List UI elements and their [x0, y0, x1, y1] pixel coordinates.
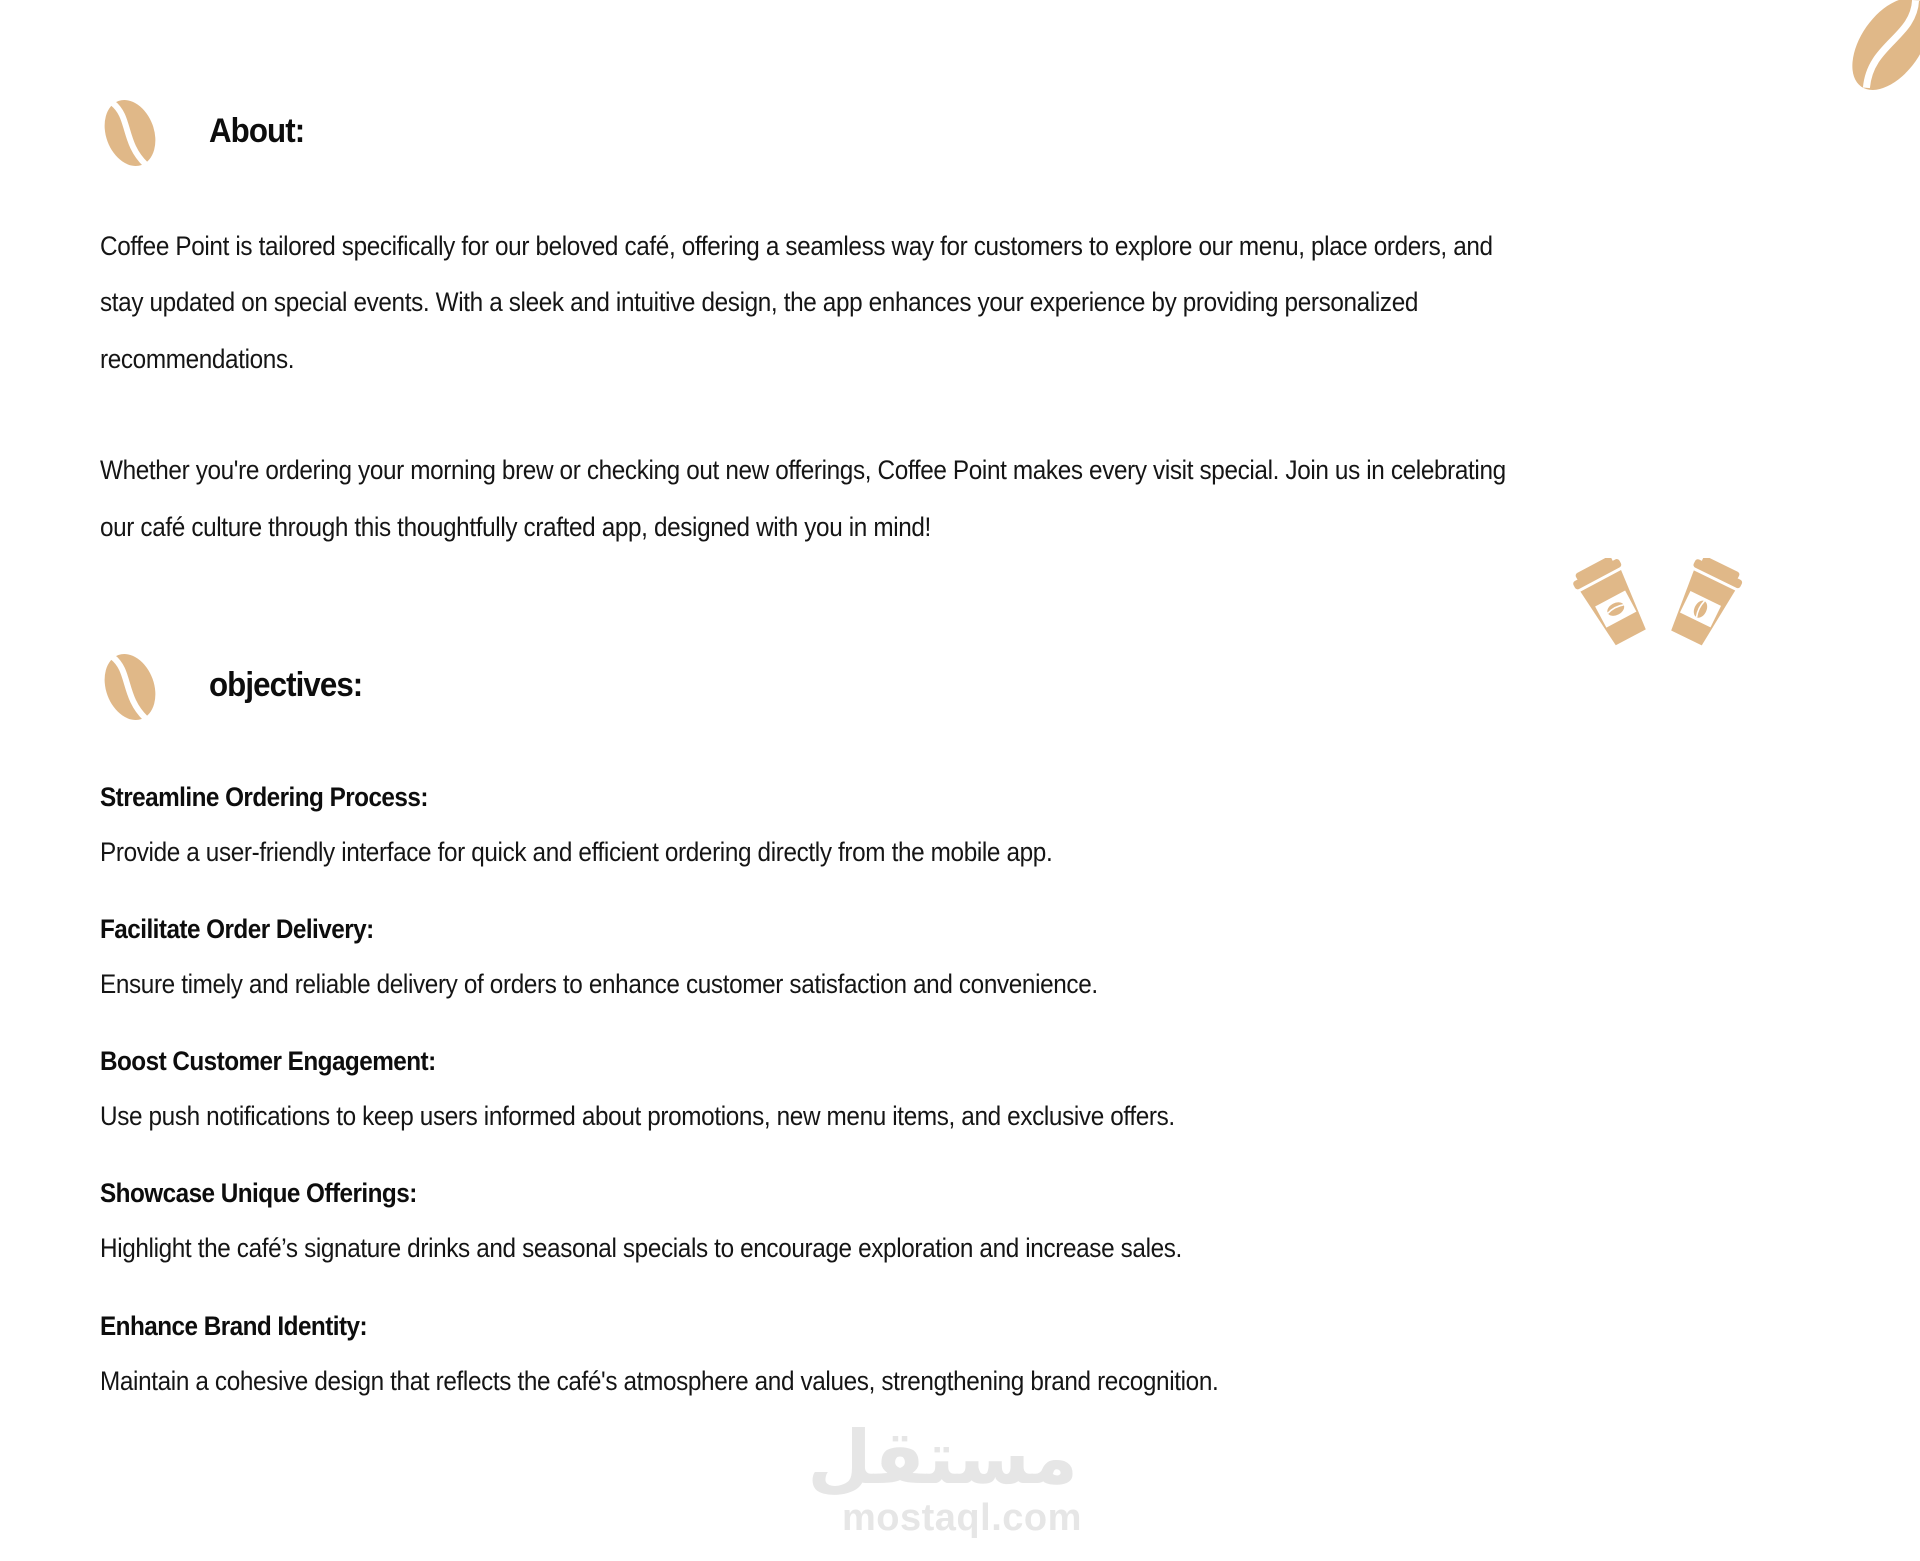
- about-text-line: Whether you're ordering your morning brew or checking out new offerings, Coffee Point makes every visit special. Join us in celebrating: [100, 455, 1506, 485]
- coffee-bean-icon: [98, 650, 162, 724]
- objectives-heading: objectives:: [209, 666, 363, 704]
- objective-description: Maintain a cohesive design that reflects the café's atmosphere and values, strengthening brand recognition.: [100, 1366, 1219, 1396]
- about-heading: About:: [209, 112, 305, 150]
- objective-description: Ensure timely and reliable delivery of orders to enhance customer satisfaction and convenience.: [100, 969, 1098, 999]
- objective-description: Use push notifications to keep users informed about promotions, new menu items, and exclusive offers.: [100, 1101, 1175, 1131]
- objective-title: Streamline Ordering Process:: [100, 782, 428, 812]
- watermark: [807, 1415, 1082, 1539]
- about-text-line: stay updated on special events. With a sleek and intuitive design, the app enhances your experience by providing personalized: [100, 287, 1419, 317]
- coffee-bean-icon: [98, 96, 162, 170]
- watermark-latin: mostaql.com: [842, 1497, 1082, 1539]
- objective-description: Provide a user-friendly interface for quick and efficient ordering directly from the mobile app.: [100, 837, 1053, 867]
- coffee-bean-icon: [1846, 0, 1920, 102]
- about-text-line: Coffee Point is tailored specifically for our beloved café, offering a seamless way for customers to explore our menu, place orders, and: [100, 231, 1493, 261]
- objective-title: Boost Customer Engagement:: [100, 1046, 436, 1076]
- objective-title: Facilitate Order Delivery:: [100, 914, 374, 944]
- coffee-cup-icon: [1664, 558, 1744, 646]
- objective-title: Enhance Brand Identity:: [100, 1311, 368, 1341]
- objective-description: Highlight the café’s signature drinks and seasonal specials to encourage exploration and increase sales.: [100, 1233, 1182, 1263]
- about-text-line: our café culture through this thoughtfully crafted app, designed with you in mind!: [100, 512, 931, 542]
- coffee-cup-icon: [1572, 558, 1652, 646]
- objective-title: Showcase Unique Offerings:: [100, 1178, 417, 1208]
- watermark-arabic: مستقل: [807, 1415, 1078, 1501]
- about-text-line: recommendations.: [100, 344, 295, 374]
